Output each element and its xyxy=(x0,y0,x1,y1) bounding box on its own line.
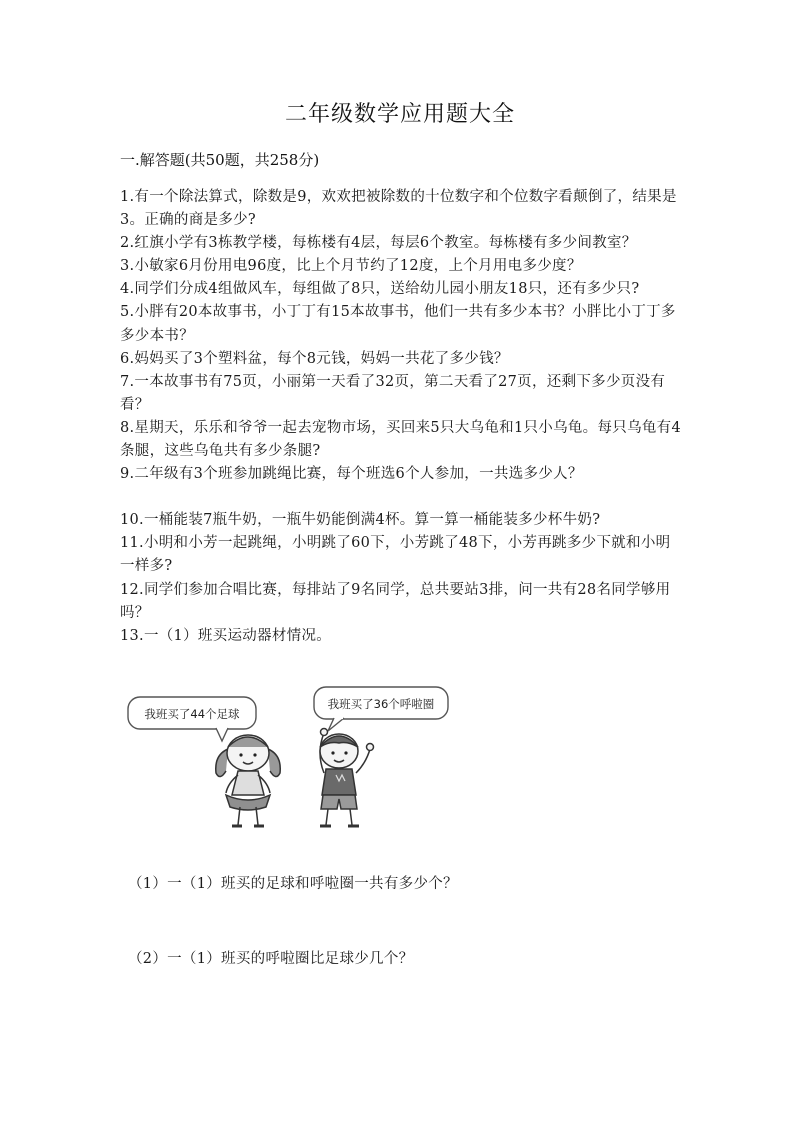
children-illustration xyxy=(120,683,480,843)
children-illustration-svg xyxy=(120,683,480,843)
page-title: 二年级数学应用题大全 xyxy=(284,102,515,127)
question-12: 12.同学们参加合唱比赛，每排站了9名同学，总共要站3排，问一共有28名同学够用吗？ xyxy=(120,581,671,621)
question-3: 3.小敏家6月份用电96度，比上个月节约了12度，上个月用电多少度？ xyxy=(120,258,582,275)
boy-bubble-text: 我班买了36个呼啦圈 xyxy=(327,697,435,711)
question-6: 6.妈妈买了3个塑料盆，每个8元钱，妈妈一共花了多少钱？ xyxy=(120,350,509,367)
question-10: 10.一桶能装7瓶牛奶，一瓶牛奶能倒满4杯。算一算一桶能装多少杯牛奶? xyxy=(120,512,601,529)
question-list xyxy=(120,186,685,648)
boy-figure xyxy=(320,729,374,827)
sub-question-2: （2）一（1）班买的呼啦圈比足球少几个？ xyxy=(128,951,414,967)
section-heading: 一.解答题(共50题，共258分) xyxy=(120,151,320,169)
question-13: 13.一（1）班买运动器材情况。 xyxy=(120,627,332,644)
question-1: 1.有一个除法算式，除数是9，欢欢把被除数的十位数字和个位数字看颠倒了，结果是3。正确的商是多少? xyxy=(120,189,677,229)
sub-question-1: （1）一（1）班买的足球和呼啦圈一共有多少个？ xyxy=(128,876,458,892)
question-11: 11.小明和小芳一起跳绳，小明跳了60下，小芳跳了48下，小芳再跳多少下就和小明一样多? xyxy=(120,535,671,575)
question-8: 8.星期天，乐乐和爷爷一起去宠物市场，买回来5只大乌龟和1只小乌龟。每只乌龟有4条腿，这些乌龟共有多少条腿? xyxy=(120,419,682,460)
girl-speech-bubble xyxy=(128,697,256,741)
question-9: 9.二年级有3个班参加跳绳比赛，每个班选6个人参加，一共选多少人？ xyxy=(120,466,583,483)
boy-speech-bubble xyxy=(314,687,448,731)
question-5: 5.小胖有20本故事书，小丁丁有15本故事书，他们一共有多少本书？小胖比小丁丁多多少本书？ xyxy=(120,304,676,344)
girl-bubble-text: 我班买了44个足球 xyxy=(144,707,240,721)
question-2: 2.红旗小学有3栋教学楼，每栋楼有4层，每层6个教室。每栋楼有多少间教室？ xyxy=(120,235,637,252)
question-7: 7.一本故事书有75页，小丽第一天看了32页，第二天看了27页，还剩下多少页没有看？ xyxy=(120,373,666,413)
girl-figure xyxy=(216,735,281,826)
question-4: 4.同学们分成4组做风车，每组做了8只，送给幼儿园小朋友18只，还有多少只? xyxy=(120,281,640,298)
